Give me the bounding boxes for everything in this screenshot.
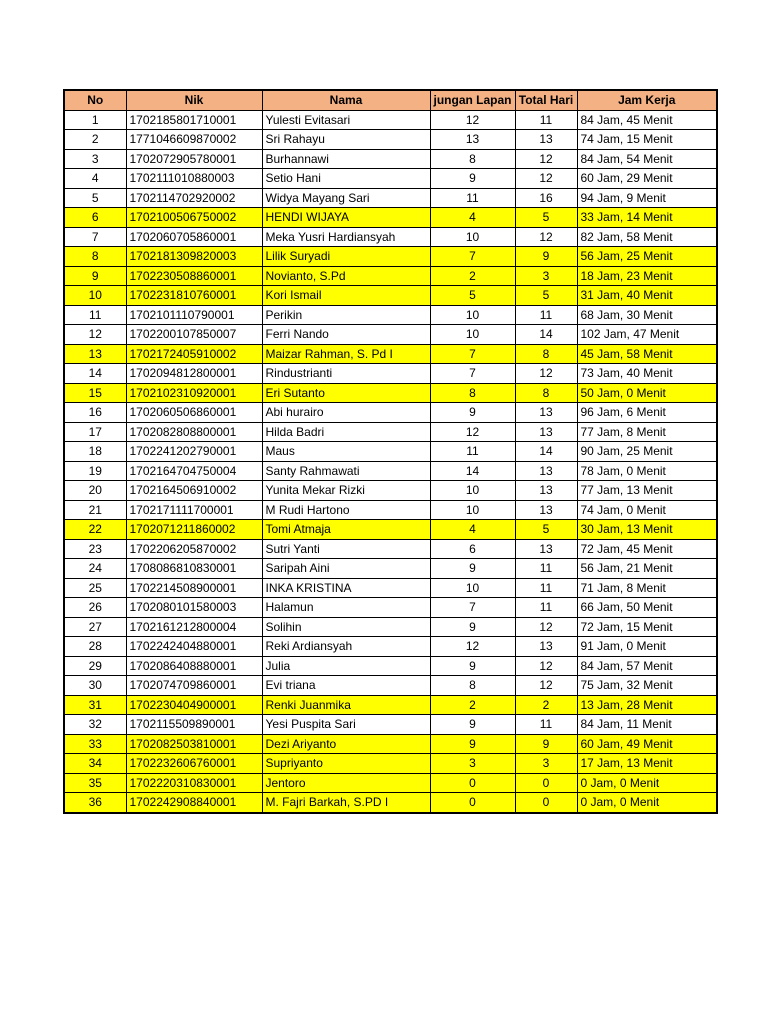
cell-jam-kerja: 94 Jam, 9 Menit <box>577 188 717 208</box>
cell-total-hari: 16 <box>515 188 577 208</box>
table-row <box>64 422 717 442</box>
cell-total-hari: 5 <box>515 208 577 228</box>
cell-kunjungan: 2 <box>430 266 515 286</box>
cell-jam-kerja: 13 Jam, 28 Menit <box>577 695 717 715</box>
cell-nik: 1702082808800001 <box>126 422 262 442</box>
cell-nik: 1771046609870002 <box>126 130 262 150</box>
cell-nama: Perikin <box>262 305 430 325</box>
cell-no: 28 <box>64 637 126 657</box>
cell-jam-kerja: 17 Jam, 13 Menit <box>577 754 717 774</box>
cell-kunjungan: 12 <box>430 422 515 442</box>
cell-no: 25 <box>64 578 126 598</box>
cell-nama: Eri Sutanto <box>262 383 430 403</box>
cell-nama: Supriyanto <box>262 754 430 774</box>
table-row <box>64 539 717 559</box>
cell-no: 23 <box>64 539 126 559</box>
header-nama: Nama <box>262 90 430 110</box>
cell-nik: 1702115509890001 <box>126 715 262 735</box>
cell-nik: 1702071211860002 <box>126 520 262 540</box>
cell-nama: Jentoro <box>262 773 430 793</box>
cell-nama: Hilda Badri <box>262 422 430 442</box>
cell-nik: 1702242908840001 <box>126 793 262 813</box>
table-row <box>64 559 717 579</box>
cell-kunjungan: 11 <box>430 188 515 208</box>
cell-nik: 1702060705860001 <box>126 227 262 247</box>
table-row <box>64 364 717 384</box>
cell-nama: Sutri Yanti <box>262 539 430 559</box>
cell-jam-kerja: 0 Jam, 0 Menit <box>577 793 717 813</box>
table-body <box>64 110 717 813</box>
cell-kunjungan: 9 <box>430 734 515 754</box>
table-row <box>64 617 717 637</box>
cell-kunjungan: 4 <box>430 520 515 540</box>
cell-jam-kerja: 74 Jam, 15 Menit <box>577 130 717 150</box>
cell-jam-kerja: 60 Jam, 49 Menit <box>577 734 717 754</box>
cell-nik: 1702200107850007 <box>126 325 262 345</box>
cell-kunjungan: 8 <box>430 383 515 403</box>
cell-kunjungan: 9 <box>430 617 515 637</box>
cell-nik: 1702206205870002 <box>126 539 262 559</box>
cell-nik: 1702181309820003 <box>126 247 262 267</box>
cell-nik: 1702230404900001 <box>126 695 262 715</box>
cell-jam-kerja: 102 Jam, 47 Menit <box>577 325 717 345</box>
cell-nama: M Rudi Hartono <box>262 500 430 520</box>
cell-nama: M. Fajri Barkah, S.PD I <box>262 793 430 813</box>
cell-kunjungan: 9 <box>430 656 515 676</box>
table-row <box>64 754 717 774</box>
cell-jam-kerja: 91 Jam, 0 Menit <box>577 637 717 657</box>
cell-kunjungan: 0 <box>430 793 515 813</box>
cell-jam-kerja: 45 Jam, 58 Menit <box>577 344 717 364</box>
cell-jam-kerja: 72 Jam, 15 Menit <box>577 617 717 637</box>
cell-total-hari: 11 <box>515 559 577 579</box>
table-row <box>64 325 717 345</box>
cell-no: 13 <box>64 344 126 364</box>
cell-kunjungan: 12 <box>430 637 515 657</box>
cell-total-hari: 14 <box>515 325 577 345</box>
cell-jam-kerja: 84 Jam, 57 Menit <box>577 656 717 676</box>
cell-jam-kerja: 60 Jam, 29 Menit <box>577 169 717 189</box>
cell-total-hari: 12 <box>515 676 577 696</box>
cell-total-hari: 11 <box>515 305 577 325</box>
cell-kunjungan: 12 <box>430 110 515 130</box>
cell-no: 16 <box>64 403 126 423</box>
cell-nama: Tomi Atmaja <box>262 520 430 540</box>
cell-total-hari: 3 <box>515 266 577 286</box>
cell-nik: 1702060506860001 <box>126 403 262 423</box>
cell-total-hari: 13 <box>515 403 577 423</box>
cell-kunjungan: 10 <box>430 578 515 598</box>
cell-no: 10 <box>64 286 126 306</box>
cell-kunjungan: 5 <box>430 286 515 306</box>
cell-kunjungan: 7 <box>430 247 515 267</box>
cell-kunjungan: 10 <box>430 305 515 325</box>
cell-kunjungan: 7 <box>430 598 515 618</box>
table-row <box>64 383 717 403</box>
cell-nik: 1702101110790001 <box>126 305 262 325</box>
cell-total-hari: 2 <box>515 695 577 715</box>
cell-no: 14 <box>64 364 126 384</box>
cell-total-hari: 11 <box>515 110 577 130</box>
cell-nik: 1702220310830001 <box>126 773 262 793</box>
cell-no: 15 <box>64 383 126 403</box>
cell-nama: Rindustrianti <box>262 364 430 384</box>
table-row <box>64 247 717 267</box>
cell-total-hari: 9 <box>515 247 577 267</box>
cell-nama: Solihin <box>262 617 430 637</box>
table-row <box>64 500 717 520</box>
cell-nik: 1702102310920001 <box>126 383 262 403</box>
cell-no: 31 <box>64 695 126 715</box>
cell-jam-kerja: 33 Jam, 14 Menit <box>577 208 717 228</box>
cell-total-hari: 8 <box>515 383 577 403</box>
cell-jam-kerja: 73 Jam, 40 Menit <box>577 364 717 384</box>
cell-nama: Renki Juanmika <box>262 695 430 715</box>
cell-nama: Widya Mayang Sari <box>262 188 430 208</box>
cell-total-hari: 12 <box>515 227 577 247</box>
cell-kunjungan: 10 <box>430 500 515 520</box>
cell-jam-kerja: 56 Jam, 21 Menit <box>577 559 717 579</box>
cell-jam-kerja: 31 Jam, 40 Menit <box>577 286 717 306</box>
cell-no: 8 <box>64 247 126 267</box>
cell-kunjungan: 10 <box>430 481 515 501</box>
cell-nama: Meka Yusri Hardiansyah <box>262 227 430 247</box>
cell-total-hari: 11 <box>515 578 577 598</box>
cell-no: 1 <box>64 110 126 130</box>
cell-no: 9 <box>64 266 126 286</box>
cell-kunjungan: 7 <box>430 344 515 364</box>
table-row <box>64 676 717 696</box>
cell-total-hari: 13 <box>515 461 577 481</box>
header-kunjungan-lapangan: jungan Lapan <box>430 90 515 110</box>
cell-kunjungan: 7 <box>430 364 515 384</box>
table-row <box>64 286 717 306</box>
cell-nama: Kori Ismail <box>262 286 430 306</box>
cell-no: 22 <box>64 520 126 540</box>
cell-jam-kerja: 68 Jam, 30 Menit <box>577 305 717 325</box>
table-row <box>64 130 717 150</box>
cell-jam-kerja: 84 Jam, 11 Menit <box>577 715 717 735</box>
table-row <box>64 793 717 813</box>
table-row <box>64 695 717 715</box>
header-jam-kerja: Jam Kerja <box>577 90 717 110</box>
cell-nama: Novianto, S.Pd <box>262 266 430 286</box>
cell-no: 27 <box>64 617 126 637</box>
table-row <box>64 169 717 189</box>
cell-no: 20 <box>64 481 126 501</box>
cell-nama: HENDI WIJAYA <box>262 208 430 228</box>
cell-no: 35 <box>64 773 126 793</box>
cell-no: 26 <box>64 598 126 618</box>
table-row <box>64 403 717 423</box>
cell-kunjungan: 8 <box>430 149 515 169</box>
header-row <box>64 90 717 110</box>
cell-nik: 1702231810760001 <box>126 286 262 306</box>
cell-total-hari: 5 <box>515 286 577 306</box>
table-row <box>64 208 717 228</box>
cell-nama: Yunita Mekar Rizki <box>262 481 430 501</box>
cell-no: 7 <box>64 227 126 247</box>
cell-total-hari: 13 <box>515 130 577 150</box>
cell-nik: 1702230508860001 <box>126 266 262 286</box>
cell-total-hari: 3 <box>515 754 577 774</box>
cell-nama: Yulesti Evitasari <box>262 110 430 130</box>
cell-nik: 1702100506750002 <box>126 208 262 228</box>
cell-nik: 1702094812800001 <box>126 364 262 384</box>
cell-nik: 1702114702920002 <box>126 188 262 208</box>
cell-jam-kerja: 0 Jam, 0 Menit <box>577 773 717 793</box>
table-row <box>64 637 717 657</box>
cell-jam-kerja: 50 Jam, 0 Menit <box>577 383 717 403</box>
header-total-hari: Total Hari <box>515 90 577 110</box>
cell-jam-kerja: 74 Jam, 0 Menit <box>577 500 717 520</box>
table-row <box>64 481 717 501</box>
cell-jam-kerja: 30 Jam, 13 Menit <box>577 520 717 540</box>
table-row <box>64 715 717 735</box>
cell-kunjungan: 10 <box>430 227 515 247</box>
cell-no: 34 <box>64 754 126 774</box>
cell-nama: INKA KRISTINA <box>262 578 430 598</box>
cell-total-hari: 13 <box>515 500 577 520</box>
cell-no: 18 <box>64 442 126 462</box>
cell-kunjungan: 0 <box>430 773 515 793</box>
table-row <box>64 344 717 364</box>
cell-kunjungan: 8 <box>430 676 515 696</box>
cell-jam-kerja: 56 Jam, 25 Menit <box>577 247 717 267</box>
cell-total-hari: 11 <box>515 598 577 618</box>
cell-total-hari: 12 <box>515 656 577 676</box>
cell-jam-kerja: 78 Jam, 0 Menit <box>577 461 717 481</box>
table-row <box>64 442 717 462</box>
cell-total-hari: 9 <box>515 734 577 754</box>
cell-total-hari: 12 <box>515 364 577 384</box>
cell-nik: 1702164506910002 <box>126 481 262 501</box>
cell-no: 5 <box>64 188 126 208</box>
cell-nama: Maizar Rahman, S. Pd I <box>262 344 430 364</box>
cell-nik: 1702232606760001 <box>126 754 262 774</box>
cell-total-hari: 5 <box>515 520 577 540</box>
cell-nik: 1702172405910002 <box>126 344 262 364</box>
header-no: No <box>64 90 126 110</box>
cell-nama: Sri Rahayu <box>262 130 430 150</box>
cell-kunjungan: 10 <box>430 325 515 345</box>
cell-total-hari: 12 <box>515 169 577 189</box>
cell-no: 4 <box>64 169 126 189</box>
cell-nama: Ferri Nando <box>262 325 430 345</box>
cell-nama: Halamun <box>262 598 430 618</box>
cell-no: 36 <box>64 793 126 813</box>
cell-kunjungan: 9 <box>430 715 515 735</box>
cell-kunjungan: 9 <box>430 559 515 579</box>
cell-jam-kerja: 77 Jam, 8 Menit <box>577 422 717 442</box>
table-row <box>64 578 717 598</box>
table-row <box>64 656 717 676</box>
cell-jam-kerja: 82 Jam, 58 Menit <box>577 227 717 247</box>
cell-total-hari: 12 <box>515 149 577 169</box>
cell-jam-kerja: 75 Jam, 32 Menit <box>577 676 717 696</box>
cell-nik: 1702164704750004 <box>126 461 262 481</box>
cell-no: 30 <box>64 676 126 696</box>
cell-jam-kerja: 90 Jam, 25 Menit <box>577 442 717 462</box>
cell-kunjungan: 4 <box>430 208 515 228</box>
cell-no: 33 <box>64 734 126 754</box>
cell-kunjungan: 6 <box>430 539 515 559</box>
cell-jam-kerja: 72 Jam, 45 Menit <box>577 539 717 559</box>
cell-nama: Abi hurairo <box>262 403 430 423</box>
cell-no: 17 <box>64 422 126 442</box>
cell-nama: Maus <box>262 442 430 462</box>
cell-no: 29 <box>64 656 126 676</box>
cell-nik: 1702080101580003 <box>126 598 262 618</box>
cell-no: 19 <box>64 461 126 481</box>
cell-no: 2 <box>64 130 126 150</box>
table-row <box>64 266 717 286</box>
table-row <box>64 734 717 754</box>
cell-no: 11 <box>64 305 126 325</box>
cell-no: 12 <box>64 325 126 345</box>
cell-nama: Evi triana <box>262 676 430 696</box>
cell-total-hari: 0 <box>515 773 577 793</box>
cell-jam-kerja: 84 Jam, 54 Menit <box>577 149 717 169</box>
table-row <box>64 305 717 325</box>
cell-total-hari: 13 <box>515 637 577 657</box>
cell-nik: 1702111010880003 <box>126 169 262 189</box>
cell-kunjungan: 2 <box>430 695 515 715</box>
table-row <box>64 188 717 208</box>
cell-nama: Julia <box>262 656 430 676</box>
cell-jam-kerja: 84 Jam, 45 Menit <box>577 110 717 130</box>
cell-nik: 1702241202790001 <box>126 442 262 462</box>
cell-kunjungan: 11 <box>430 442 515 462</box>
header-nik: Nik <box>126 90 262 110</box>
cell-no: 32 <box>64 715 126 735</box>
cell-total-hari: 0 <box>515 793 577 813</box>
cell-nik: 1708086810830001 <box>126 559 262 579</box>
cell-jam-kerja: 71 Jam, 8 Menit <box>577 578 717 598</box>
cell-nik: 1702072905780001 <box>126 149 262 169</box>
cell-nama: Burhannawi <box>262 149 430 169</box>
table-row <box>64 110 717 130</box>
cell-no: 21 <box>64 500 126 520</box>
cell-nik: 1702242404880001 <box>126 637 262 657</box>
cell-kunjungan: 3 <box>430 754 515 774</box>
cell-nik: 1702074709860001 <box>126 676 262 696</box>
cell-nama: Setio Hani <box>262 169 430 189</box>
cell-total-hari: 13 <box>515 481 577 501</box>
cell-jam-kerja: 96 Jam, 6 Menit <box>577 403 717 423</box>
table-row <box>64 773 717 793</box>
cell-nama: Lilik Suryadi <box>262 247 430 267</box>
table-row <box>64 227 717 247</box>
cell-total-hari: 14 <box>515 442 577 462</box>
table-row <box>64 461 717 481</box>
cell-nama: Reki Ardiansyah <box>262 637 430 657</box>
cell-total-hari: 8 <box>515 344 577 364</box>
cell-no: 24 <box>64 559 126 579</box>
table-row <box>64 598 717 618</box>
cell-nik: 1702171111700001 <box>126 500 262 520</box>
cell-total-hari: 13 <box>515 422 577 442</box>
cell-jam-kerja: 77 Jam, 13 Menit <box>577 481 717 501</box>
cell-nama: Dezi Ariyanto <box>262 734 430 754</box>
cell-kunjungan: 13 <box>430 130 515 150</box>
cell-nama: Santy Rahmawati <box>262 461 430 481</box>
cell-kunjungan: 9 <box>430 169 515 189</box>
cell-kunjungan: 9 <box>430 403 515 423</box>
table-row <box>64 520 717 540</box>
cell-nik: 1702214508900001 <box>126 578 262 598</box>
employee-worktime-table <box>63 89 718 814</box>
cell-jam-kerja: 18 Jam, 23 Menit <box>577 266 717 286</box>
cell-nik: 1702161212800004 <box>126 617 262 637</box>
cell-jam-kerja: 66 Jam, 50 Menit <box>577 598 717 618</box>
table-row <box>64 149 717 169</box>
cell-total-hari: 13 <box>515 539 577 559</box>
cell-total-hari: 12 <box>515 617 577 637</box>
cell-nik: 1702082503810001 <box>126 734 262 754</box>
cell-total-hari: 11 <box>515 715 577 735</box>
cell-no: 6 <box>64 208 126 228</box>
cell-kunjungan: 14 <box>430 461 515 481</box>
cell-nik: 1702086408880001 <box>126 656 262 676</box>
cell-no: 3 <box>64 149 126 169</box>
cell-nama: Saripah Aini <box>262 559 430 579</box>
cell-nik: 1702185801710001 <box>126 110 262 130</box>
cell-nama: Yesi Puspita Sari <box>262 715 430 735</box>
